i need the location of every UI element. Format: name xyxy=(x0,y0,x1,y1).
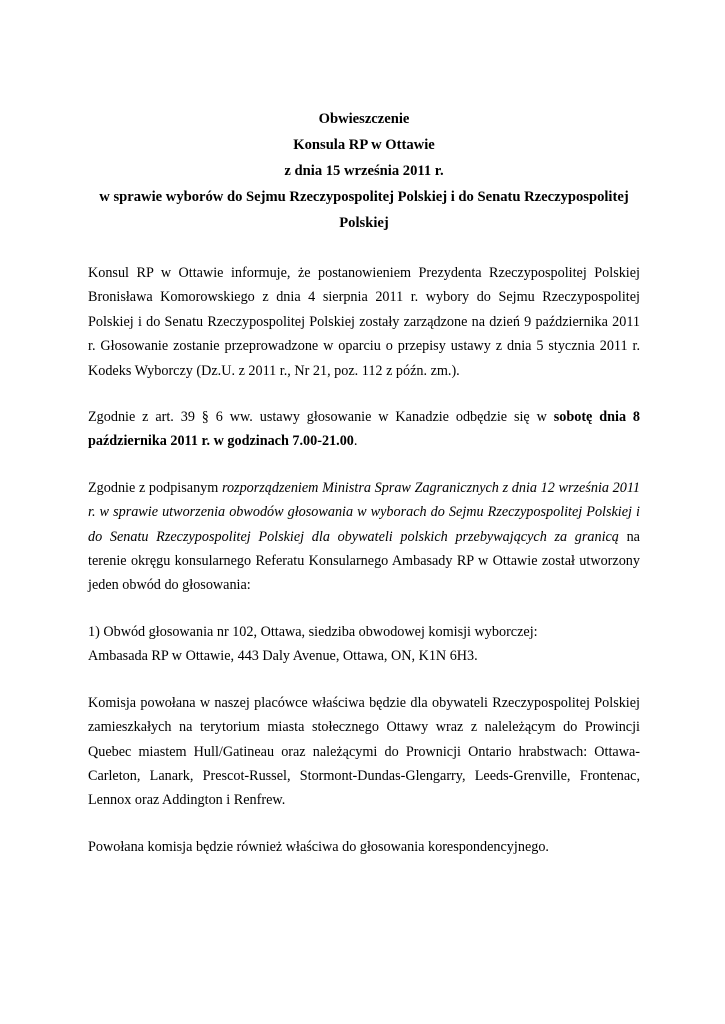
voting-date-end: . xyxy=(353,433,358,450)
district-address: Ambasada RP w Ottawie, 443 Daly Avenue, Ottawa, ON, K1N 6H3. xyxy=(88,648,478,665)
heading-issuer: Konsula RP w Ottawie xyxy=(293,137,435,153)
regulation-text-end: na terenie okręgu konsularnego Referatu Konsularnego Ambasady RP w Ottawie został utworzony jeden obwód do głosowania: xyxy=(88,528,640,594)
heading-date: z dnia 15 września 2011 r. xyxy=(284,163,444,179)
district-line: 1) Obwód głosowania nr 102, Ottawa, siedziba obwodowej komisji wyborczej: xyxy=(88,623,538,640)
heading-subject-continued: Polskiej xyxy=(339,215,389,231)
paragraph-election-announcement: Konsul RP w Ottawie informuje, że postanowieniem Prezydenta Rzeczypospolitej Polskiej Bronisława Komorowskiego z dnia 4 sierpnia 2011 r. wybory do Sejmu Rzeczypospolitej Polskiej i do Senatu Rzeczypospolitej Polskiej zostały zarządzone na dzień 9 października 2011 r. Głosowanie zostanie przeprowadzone w oparciu o przepisy ustawy z dnia 5 stycznia 2011 r. Kodeks Wyborczy (Dz.U. z 2011 r., Nr 21, poz. 112 z późn. zm.). xyxy=(88,265,640,379)
document-page xyxy=(88,106,640,859)
voting-date-bold: sobotę dnia 8 października 2011 r. w godzinach 7.00-21.00 xyxy=(88,409,641,450)
regulation-italic: rozporządzeniem Ministra Spraw Zagranicznych z dnia 12 września 2011 r. w sprawie utworzenia obwodów głosowania w wyborach do Sejmu Rzeczypospolitej Polskiej i do Senatu Rzeczypospolitej Polskiej dla obywateli polskich przebywających za granicą xyxy=(88,479,640,545)
heading-subject: w sprawie wyborów do Sejmu Rzeczypospolitej Polskiej i do Senatu Rzeczypospolitej xyxy=(99,189,629,205)
heading-title: Obwieszczenie xyxy=(318,111,410,127)
voting-date-text: Zgodnie z art. 39 § 6 ww. ustawy głosowanie w Kanadzie odbędzie się w xyxy=(88,409,554,426)
paragraph-voting-district xyxy=(88,620,640,669)
paragraph-voting-date xyxy=(88,405,640,454)
paragraph-regulation xyxy=(88,476,640,598)
regulation-text-start: Zgodnie z podpisanym xyxy=(88,479,222,496)
paragraph-correspondence-voting: Powołana komisja będzie również właściwa do głosowania korespondencyjnego. xyxy=(88,838,549,855)
paragraph-commission-jurisdiction: Komisja powołana w naszej placówce właściwa będzie dla obywateli Rzeczypospolitej Polskiej zamieszkałych na terytorium miasta stołecznego Ottawy wraz z naleleżącym do Prowincji Quebec miastem Hull/Gatineau oraz należącymi do Prownicji Ontario hrabstwach: Ottawa-Carleton, Lanark, Prescot-Russel, Stormont-Dundas-Glengarry, Leeds-Grenville, Frontenac, Lennox oraz Addington i Renfrew. xyxy=(88,694,640,809)
document-heading xyxy=(88,106,640,236)
